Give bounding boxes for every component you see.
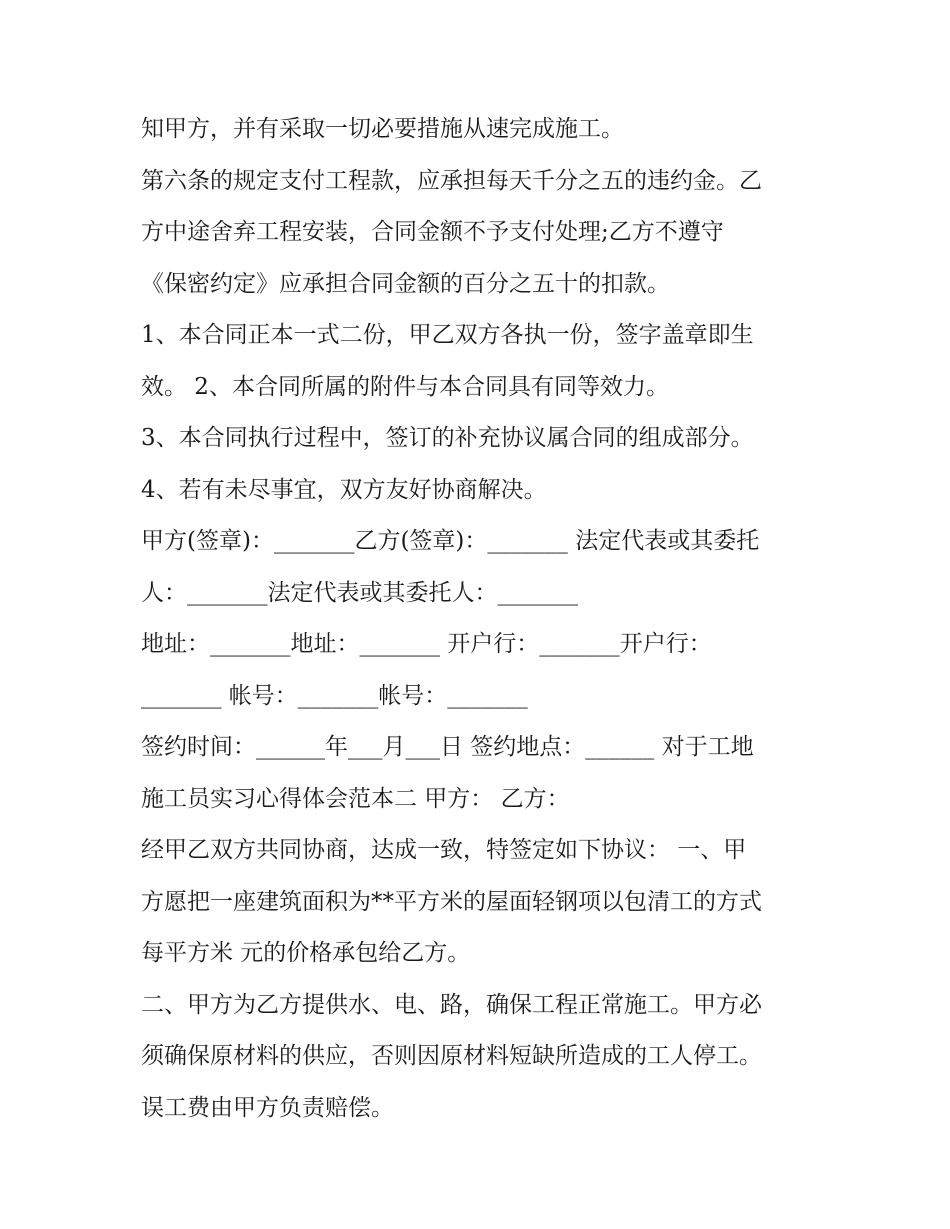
text-line: 效。 2、本合同所属的附件与本合同具有同等效力。 bbox=[141, 373, 669, 400]
text-line: 施工员实习心得体会范本二 甲方： 乙方： bbox=[141, 785, 570, 812]
signature-line: 地址：_______地址：_______ 开户行：_______开户行： bbox=[141, 631, 712, 657]
contract-body-text bbox=[141, 104, 821, 1134]
signature-line: 甲方(签章)：_______乙方(签章)：_______ 法定代表或其委托 bbox=[141, 528, 760, 554]
text-line: 4、若有未尽事宜，双方友好协商解决。 bbox=[141, 476, 547, 503]
text-line: 经甲乙双方共同协商，达成一致，特签定如下协议： 一、甲 bbox=[141, 837, 747, 863]
text-line: 3、本合同执行过程中，签订的补充协议属合同的组成部分。 bbox=[141, 425, 754, 451]
signature-line: 人：_______法定代表或其委托人：_______ bbox=[141, 579, 578, 606]
text-line: 方中途舍弃工程安装，合同金额不予支付处理;乙方不遵守 bbox=[141, 219, 724, 245]
signature-line: _______ 帐号：_______帐号：_______ bbox=[141, 682, 528, 709]
text-line: 方愿把一座建筑面积为**平方米的屋面轻钢项以包清工的方式 bbox=[141, 888, 762, 915]
text-line: 《保密约定》应承担合同金额的百分之五十的扣款。 bbox=[141, 270, 670, 297]
text-line: 须确保原材料的供应，否则因原材料短缺所造成的工人停工。 bbox=[141, 1043, 762, 1069]
text-line: 第六条的规定支付工程款，应承担每天千分之五的违约金。乙 bbox=[141, 167, 762, 194]
signature-line: 签约时间：______年___月___日 签约地点：______ 对于工地 bbox=[141, 734, 754, 760]
text-line: 知甲方，并有采取一切必要措施从速完成施工。 bbox=[141, 116, 624, 142]
text-line: 每平方米 元的价格承包给乙方。 bbox=[141, 940, 471, 966]
text-line: 1、本合同正本一式二份，甲乙双方各执一份，签字盖章即生 bbox=[141, 322, 754, 348]
text-line: 二、甲方为乙方提供水、电、路，确保工程正常施工。甲方必 bbox=[141, 991, 762, 1018]
text-line: 误工费由甲方负责赔偿。 bbox=[141, 1094, 394, 1121]
